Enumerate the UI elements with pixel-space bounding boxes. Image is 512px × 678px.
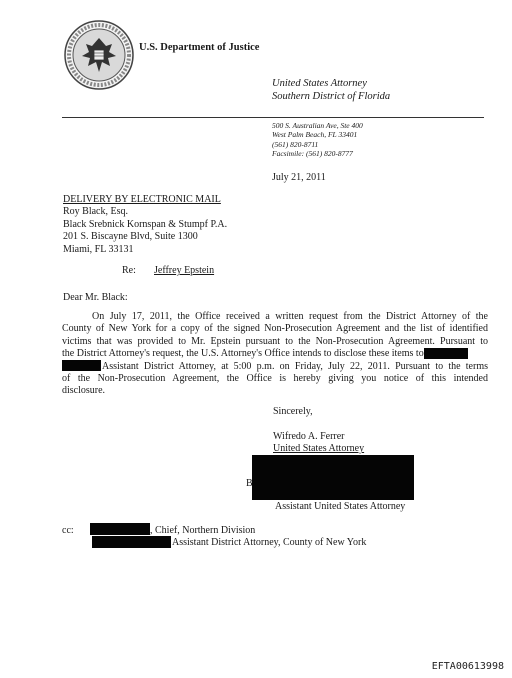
signer-block: Wifredo A. Ferrer United States Attorney [273, 431, 365, 455]
salutation: Dear Mr. Black: [63, 292, 128, 303]
signer-title: Assistant United States Attorney [275, 501, 406, 512]
cc-label: cc: [62, 525, 74, 536]
bates-number: EFTA00613998 [431, 661, 504, 672]
re-subject: Jeffrey Epstein [154, 265, 215, 276]
office-address: 500 S. Australian Ave, Ste 400 West Palm Beach, FL 33401 (561) 820-8711 Facsimile: (561) 820-8777 [272, 121, 363, 159]
redaction-box [424, 348, 468, 359]
delivery-method: DELIVERY BY ELECTRONIC MAIL [63, 194, 221, 205]
recipient-block: DELIVERY BY ELECTRONIC MAIL Roy Black, Esq. Black Srebnick Kornspan & Stumpf P.A. 201 S. Biscayne Blvd, Suite 1300 Miami, FL 33131 [63, 194, 228, 255]
letterhead-divider [62, 117, 484, 118]
by-letter: B [246, 478, 253, 489]
redaction-box [252, 455, 414, 500]
office-title: United States Attorney Southern District of Florida [272, 78, 391, 102]
closing: Sincerely, [273, 406, 313, 417]
letter-body: On July 17, 2011, the Office received a written request from the District Attorney of the County of New York for a copy of the signed Non-Prosecution Agreement and the list of identified victims that was provided to Mr. Epstein pursuant to the Non-Prosecution Agreement. Pursuant to the District Attorney's request, the U.S. Attorney's Office intends to disclose these items to Assistant District Attorney, at 5:00 p.m. on Friday, July 22, 2011. Pursuant to the terms of the Non-Prosecution Agreement, the Office is hereby giving you notice of this intended disclosure. [62, 311, 488, 397]
redaction-box [90, 523, 150, 535]
department-name: U.S. Department of Justice [139, 42, 260, 53]
redaction-box [62, 360, 101, 371]
cc-line-2: Assistant District Attorney, County of New York [172, 537, 367, 548]
letter-date: July 21, 2011 [272, 172, 326, 183]
redaction-box [92, 536, 171, 548]
cc-line-1: , Chief, Northern Division [150, 525, 256, 536]
re-label: Re: [122, 265, 136, 276]
doj-seal-icon [64, 20, 134, 90]
